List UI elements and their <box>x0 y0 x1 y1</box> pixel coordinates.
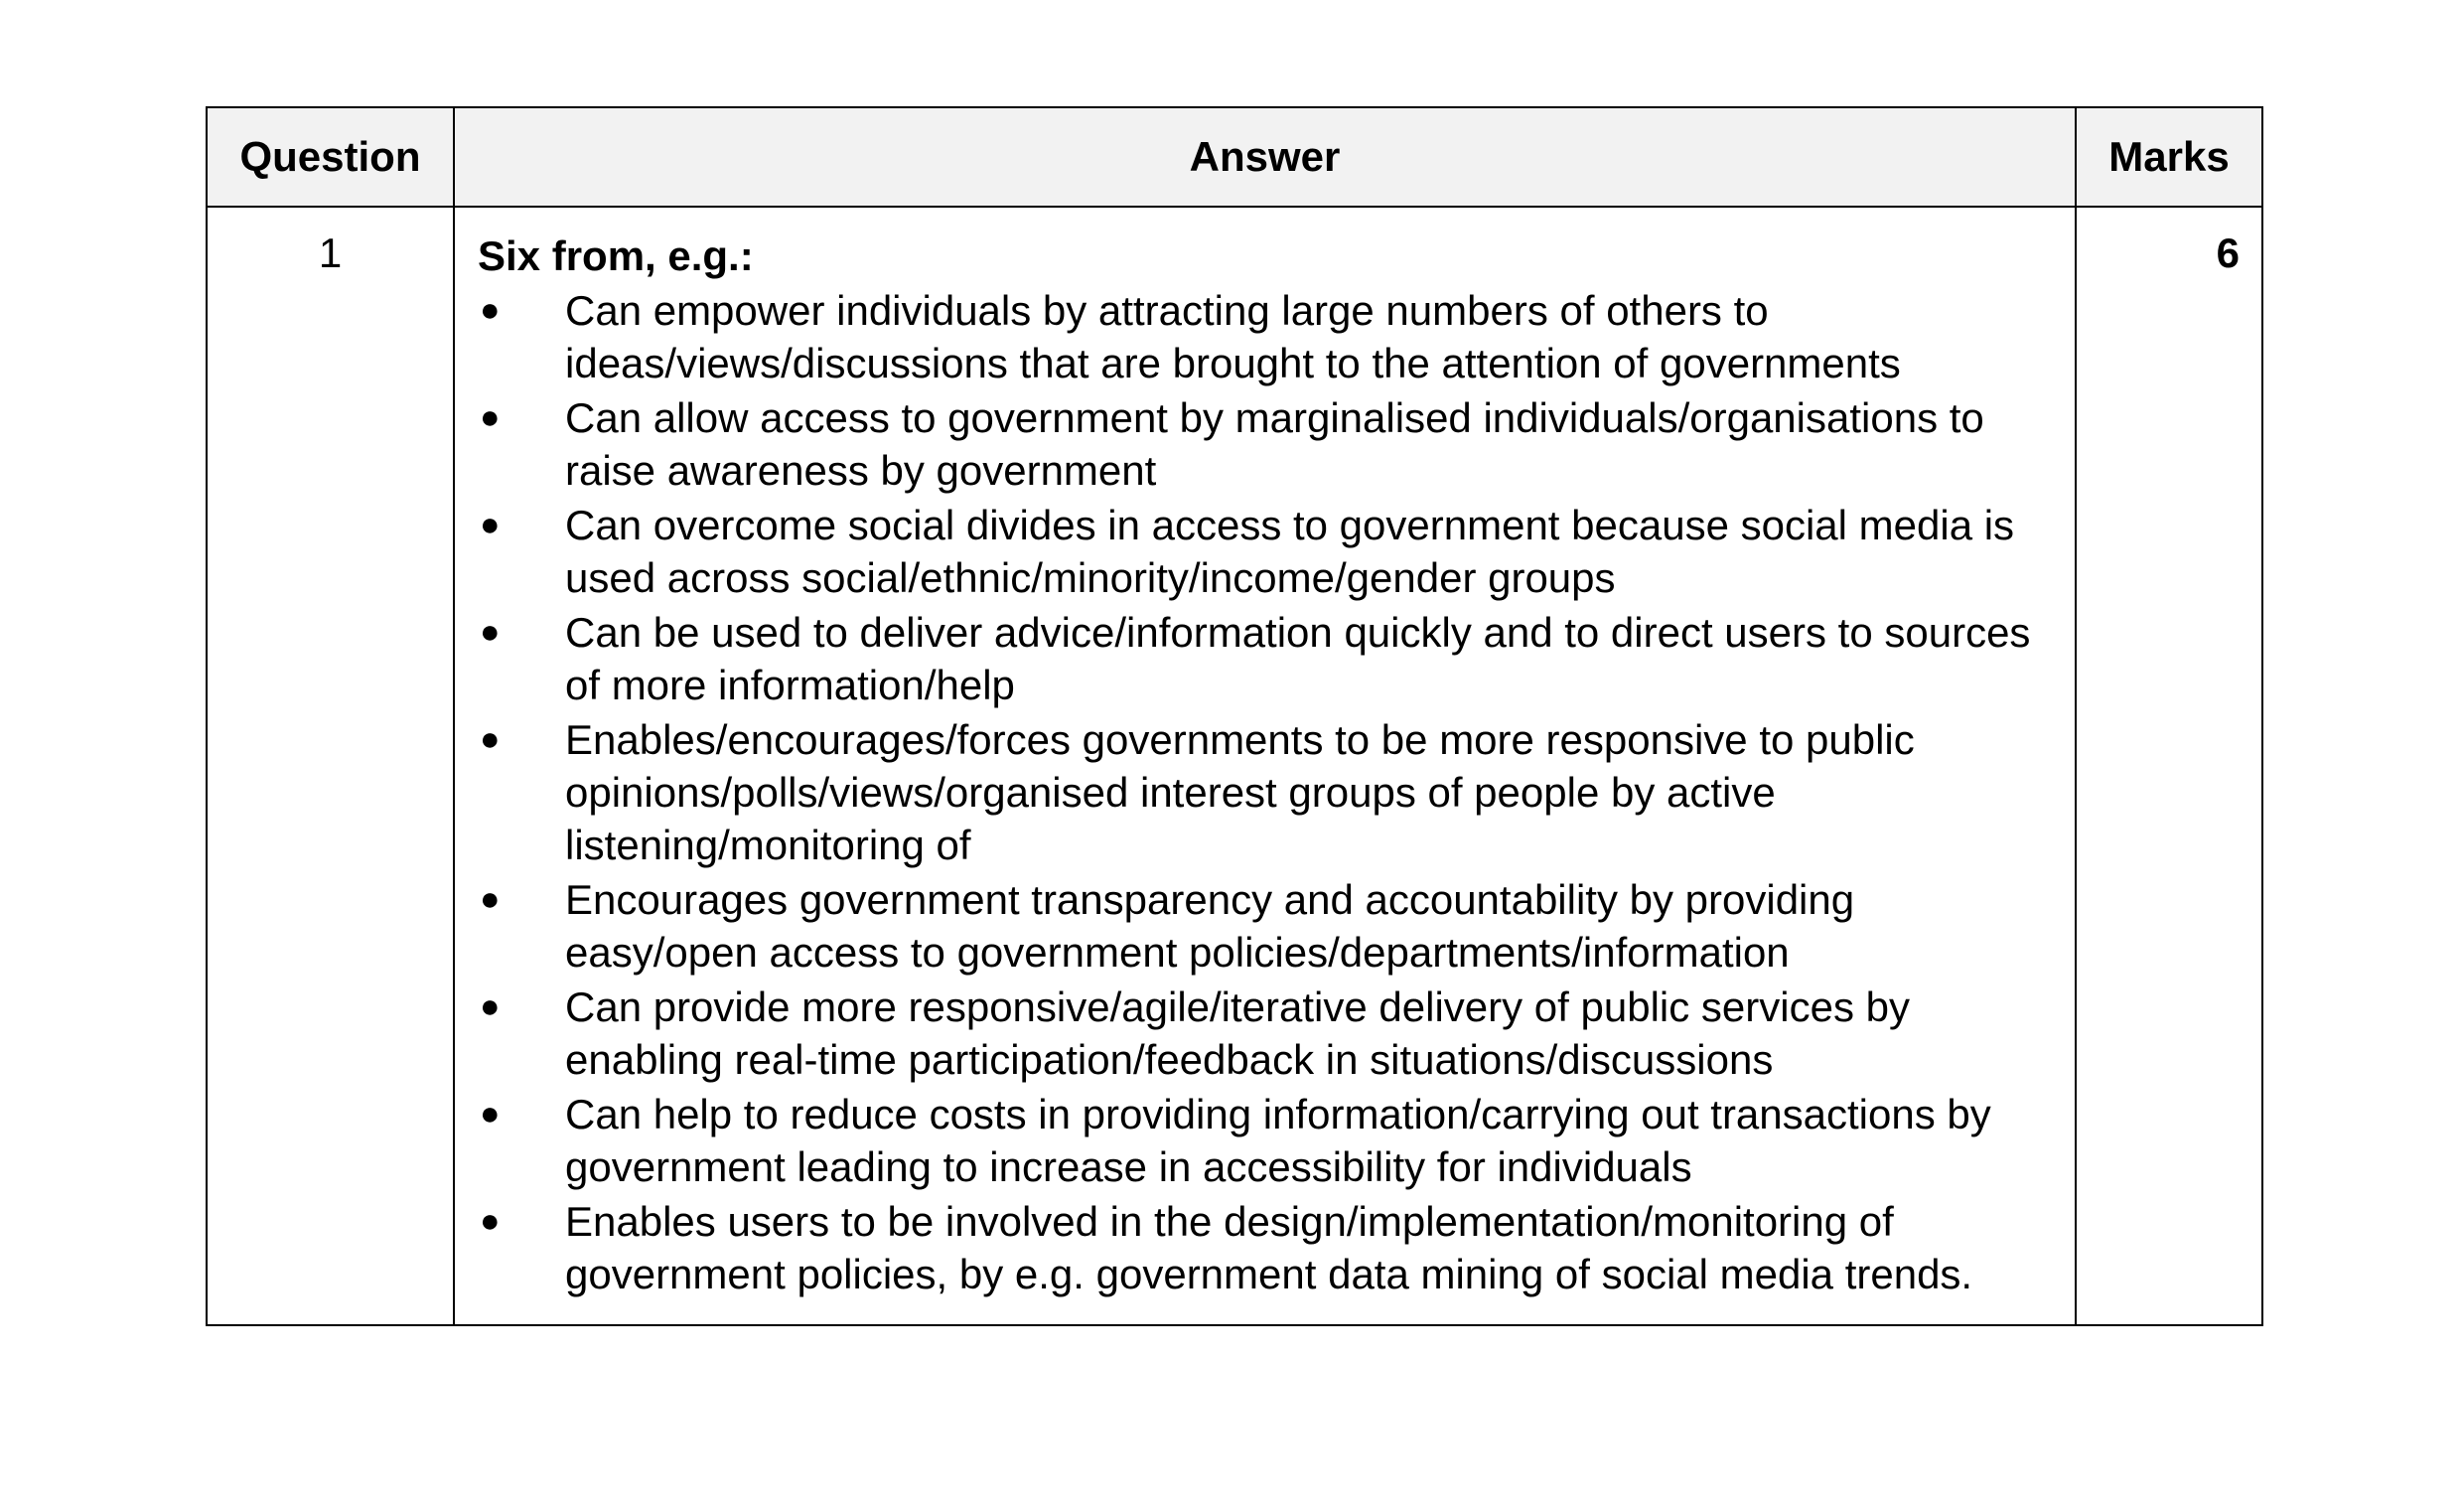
marks-header: Marks <box>2076 107 2262 207</box>
answer-point-text: Can empower individuals by attracting large numbers of others to ideas/views/discussions that are brought to the attention of governments <box>565 287 1901 386</box>
bullet-icon: ● <box>480 880 501 918</box>
answer-point <box>478 713 2055 871</box>
answer-point-text: Can provide more responsive/agile/iterative delivery of public services by enabling real-time participation/feedback in situations/discussions <box>565 983 1910 1083</box>
question-number: 1 <box>207 207 454 1325</box>
answer-points-list <box>478 284 2055 1300</box>
answer-point-text: Encourages government transparency and accountability by providing easy/open access to government policies/departments/information <box>565 876 1855 976</box>
answer-cell <box>454 207 2076 1325</box>
mark-scheme-table <box>206 106 2263 1326</box>
bullet-icon: ● <box>480 1202 501 1240</box>
table-row <box>207 207 2262 1325</box>
answer-point <box>478 499 2055 604</box>
header-row <box>207 107 2262 207</box>
answer-point-text: Enables/encourages/forces governments to be more responsive to public opinions/polls/views/organised interest groups of people by active listening/monitoring of <box>565 716 1915 868</box>
answer-point-text: Can be used to deliver advice/information quickly and to direct users to sources of more information/help <box>565 609 2031 708</box>
answer-header: Answer <box>454 107 2076 207</box>
answer-point-text: Can help to reduce costs in providing information/carrying out transactions by government leading to increase in accessibility for individuals <box>565 1091 1991 1190</box>
bullet-icon: ● <box>480 1095 501 1133</box>
answer-point <box>478 284 2055 389</box>
answer-point <box>478 1088 2055 1193</box>
answer-point <box>478 606 2055 711</box>
answer-intro: Six from, e.g.: <box>478 232 754 279</box>
bullet-icon: ● <box>480 613 501 651</box>
bullet-icon: ● <box>480 987 501 1025</box>
answer-point <box>478 981 2055 1086</box>
answer-point <box>478 873 2055 979</box>
answer-point-text: Can allow access to government by marginalised individuals/organisations to raise awareness by government <box>565 394 1984 494</box>
bullet-icon: ● <box>480 720 501 758</box>
answer-point <box>478 1195 2055 1300</box>
question-header: Question <box>207 107 454 207</box>
marks-value: 6 <box>2076 207 2262 1325</box>
bullet-icon: ● <box>480 506 501 543</box>
bullet-icon: ● <box>480 291 501 329</box>
bullet-icon: ● <box>480 398 501 436</box>
answer-point <box>478 391 2055 497</box>
answer-point-text: Can overcome social divides in access to government because social media is used across social/ethnic/minority/income/gender groups <box>565 502 2015 601</box>
answer-point-text: Enables users to be involved in the design/implementation/monitoring of government policies, by e.g. government data mining of social media trends. <box>565 1198 1973 1297</box>
